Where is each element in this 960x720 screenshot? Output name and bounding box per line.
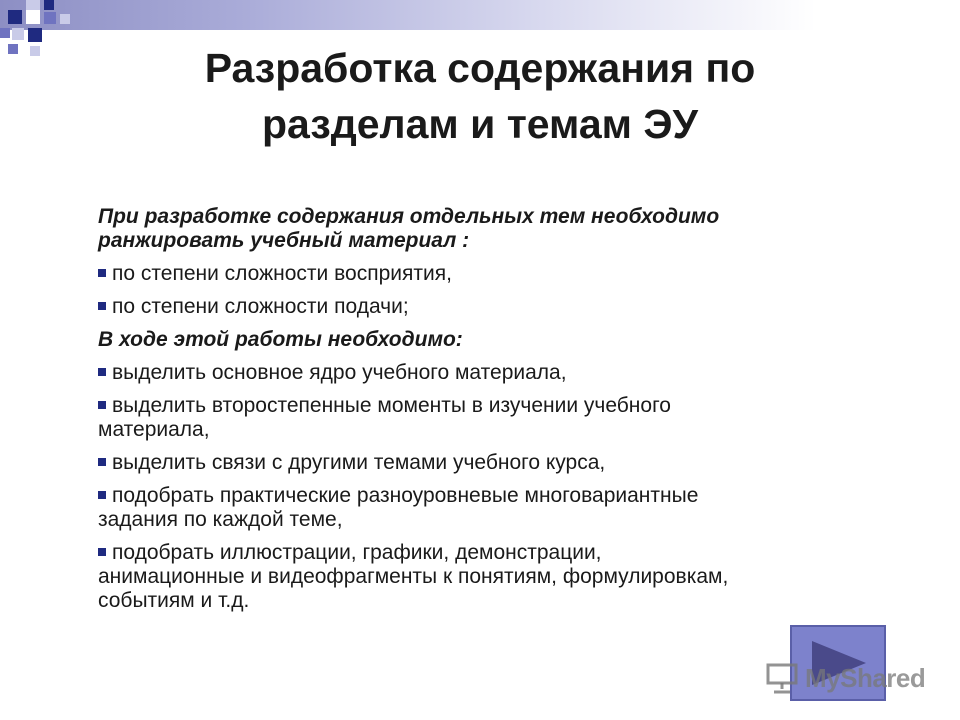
list-item-text: выделить связи с другими темами учебного курса, <box>112 451 606 474</box>
list-item <box>98 262 918 286</box>
lead-paragraph <box>98 328 918 352</box>
list-item-text: задания по каждой теме, <box>98 508 343 531</box>
list-item <box>98 541 918 613</box>
list-item-text: выделить второстепенные моменты в изучении учебного <box>112 394 671 417</box>
slide-title <box>60 40 900 152</box>
decor-square <box>26 0 40 10</box>
watermark <box>765 658 955 698</box>
list-item <box>98 295 918 319</box>
presentation-board-icon <box>765 661 799 695</box>
list-item <box>98 361 918 385</box>
decor-square <box>30 46 40 56</box>
decor-square <box>8 10 22 24</box>
square-bullet-icon <box>98 302 106 310</box>
list-item-text: выделить основное ядро учебного материала, <box>112 361 567 384</box>
list-item-text: по степени сложности восприятия, <box>112 262 452 285</box>
title-line: Разработка содержания по <box>204 45 756 91</box>
square-bullet-icon <box>98 458 106 466</box>
lead-paragraph <box>98 205 918 253</box>
square-bullet-icon <box>98 269 106 277</box>
decor-square <box>44 12 56 24</box>
decor-square <box>28 28 42 42</box>
list-item-text: анимационные и видеофрагменты к понятиям, формулировкам, <box>98 565 729 588</box>
decor-square <box>44 0 54 10</box>
list-item <box>98 451 918 475</box>
header-decoration-bar <box>0 0 960 30</box>
decor-square <box>26 10 40 24</box>
list-item-text: событиям и т.д. <box>98 589 250 612</box>
list-item-text: по степени сложности подачи; <box>112 295 409 318</box>
lead-line: В ходе этой работы необходимо: <box>98 328 463 351</box>
square-bullet-icon <box>98 491 106 499</box>
list-item <box>98 394 918 442</box>
decor-square <box>12 28 24 40</box>
square-bullet-icon <box>98 368 106 376</box>
lead-line: ранжировать учебный материал : <box>98 229 470 252</box>
watermark-text: MyShared <box>805 662 926 693</box>
list-item-text: материала, <box>98 418 210 441</box>
decor-square <box>8 44 18 54</box>
list-item-text: подобрать иллюстрации, графики, демонстрации, <box>112 541 602 564</box>
slide-body <box>98 205 918 622</box>
title-line: разделам и темам ЭУ <box>261 101 699 147</box>
lead-line: При разработке содержания отдельных тем необходимо <box>98 205 720 228</box>
square-bullet-icon <box>98 401 106 409</box>
decor-square <box>0 28 10 38</box>
decor-square <box>60 14 70 24</box>
list-item-text: подобрать практические разноуровневые многовариантные <box>112 484 699 507</box>
square-bullet-icon <box>98 548 106 556</box>
list-item <box>98 484 918 532</box>
